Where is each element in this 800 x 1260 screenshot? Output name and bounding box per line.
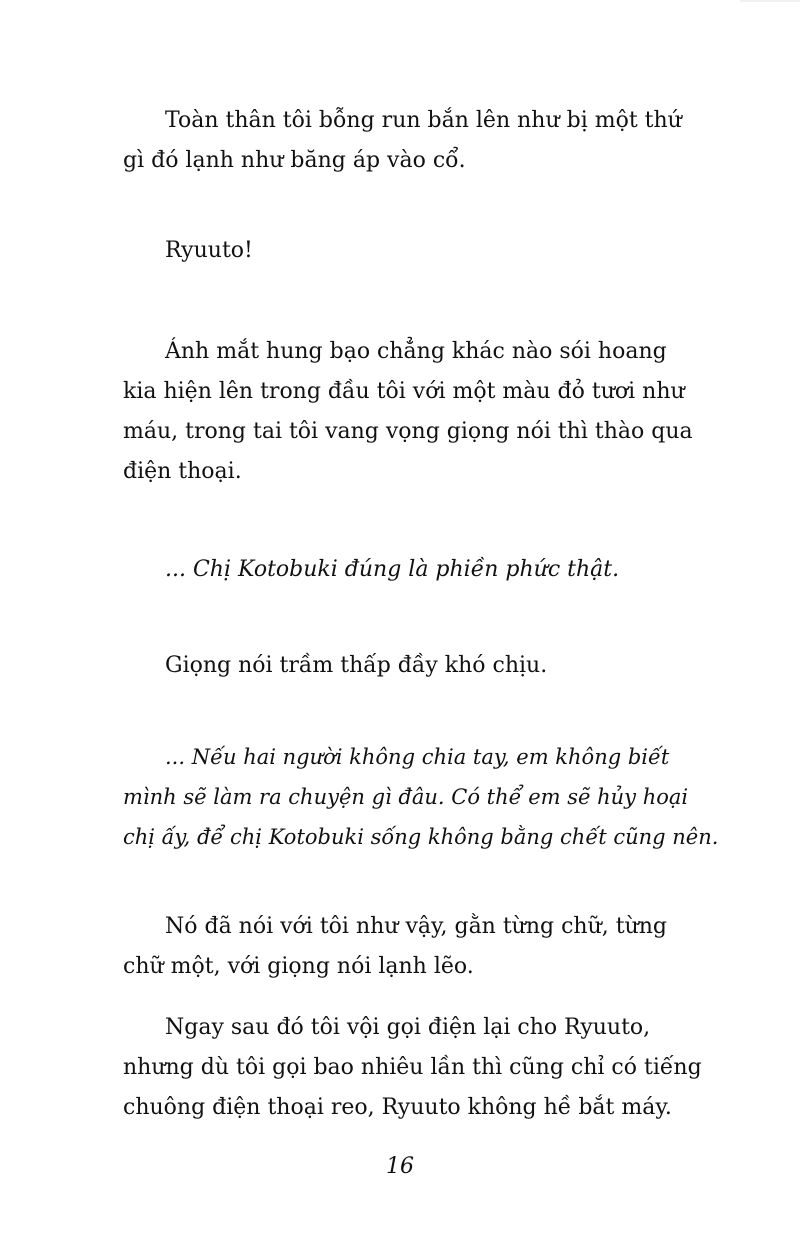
paragraph-5 bbox=[165, 646, 663, 686]
paragraph-line: mình sẽ làm ra chuyện gì đâu. Có thể em sẽ hủy hoại bbox=[123, 785, 689, 809]
paragraph-line: chữ một, với giọng nói lạnh lẽo. bbox=[123, 954, 474, 979]
paragraph-line: máu, trong tai tôi vang vọng giọng nói thì thào qua bbox=[123, 419, 693, 444]
paragraph-3 bbox=[123, 332, 693, 492]
paragraph-line: nhưng dù tôi gọi bao nhiêu lần thì cũng chỉ có tiếng bbox=[123, 1055, 702, 1080]
paragraph-line: Nó đã nói với tôi như vậy, gằn từng chữ, từng bbox=[165, 914, 668, 939]
paragraph-line: gì đó lạnh như băng áp vào cổ. bbox=[123, 148, 466, 173]
paragraph-line: kia hiện lên trong đầu tôi với một màu đỏ tươi như bbox=[123, 379, 685, 404]
paragraph-line: Giọng nói trầm thấp đầy khó chịu. bbox=[165, 653, 548, 678]
page-edge-mark bbox=[740, 0, 800, 2]
paragraph-line: chuông điện thoại reo, Ryuuto không hề bắt máy. bbox=[123, 1095, 672, 1120]
paragraph-1 bbox=[123, 101, 682, 181]
paragraph-6 bbox=[123, 737, 719, 857]
paragraph-4 bbox=[165, 550, 663, 590]
paragraph-line: Ngay sau đó tôi vội gọi điện lại cho Ryuuto, bbox=[165, 1015, 651, 1040]
paragraph-line: Toàn thân tôi bỗng run bắn lên như bị một thứ bbox=[165, 108, 682, 133]
paragraph-line: Ánh mắt hung bạo chẳng khác nào sói hoang bbox=[165, 339, 667, 364]
paragraph-2 bbox=[165, 231, 663, 271]
paragraph-line: chị ấy, để chị Kotobuki sống không bằng chết cũng nên. bbox=[123, 825, 719, 849]
paragraph-line: Ryuuto! bbox=[165, 238, 253, 263]
paragraph-7 bbox=[123, 907, 668, 987]
paragraph-8 bbox=[123, 1008, 702, 1128]
page-number: 16 bbox=[386, 1154, 414, 1179]
paragraph-line: ... Nếu hai người không chia tay, em không biết bbox=[165, 745, 670, 769]
paragraph-line: điện thoại. bbox=[123, 459, 242, 484]
paragraph-line: ... Chị Kotobuki đúng là phiền phức thật. bbox=[165, 557, 620, 582]
